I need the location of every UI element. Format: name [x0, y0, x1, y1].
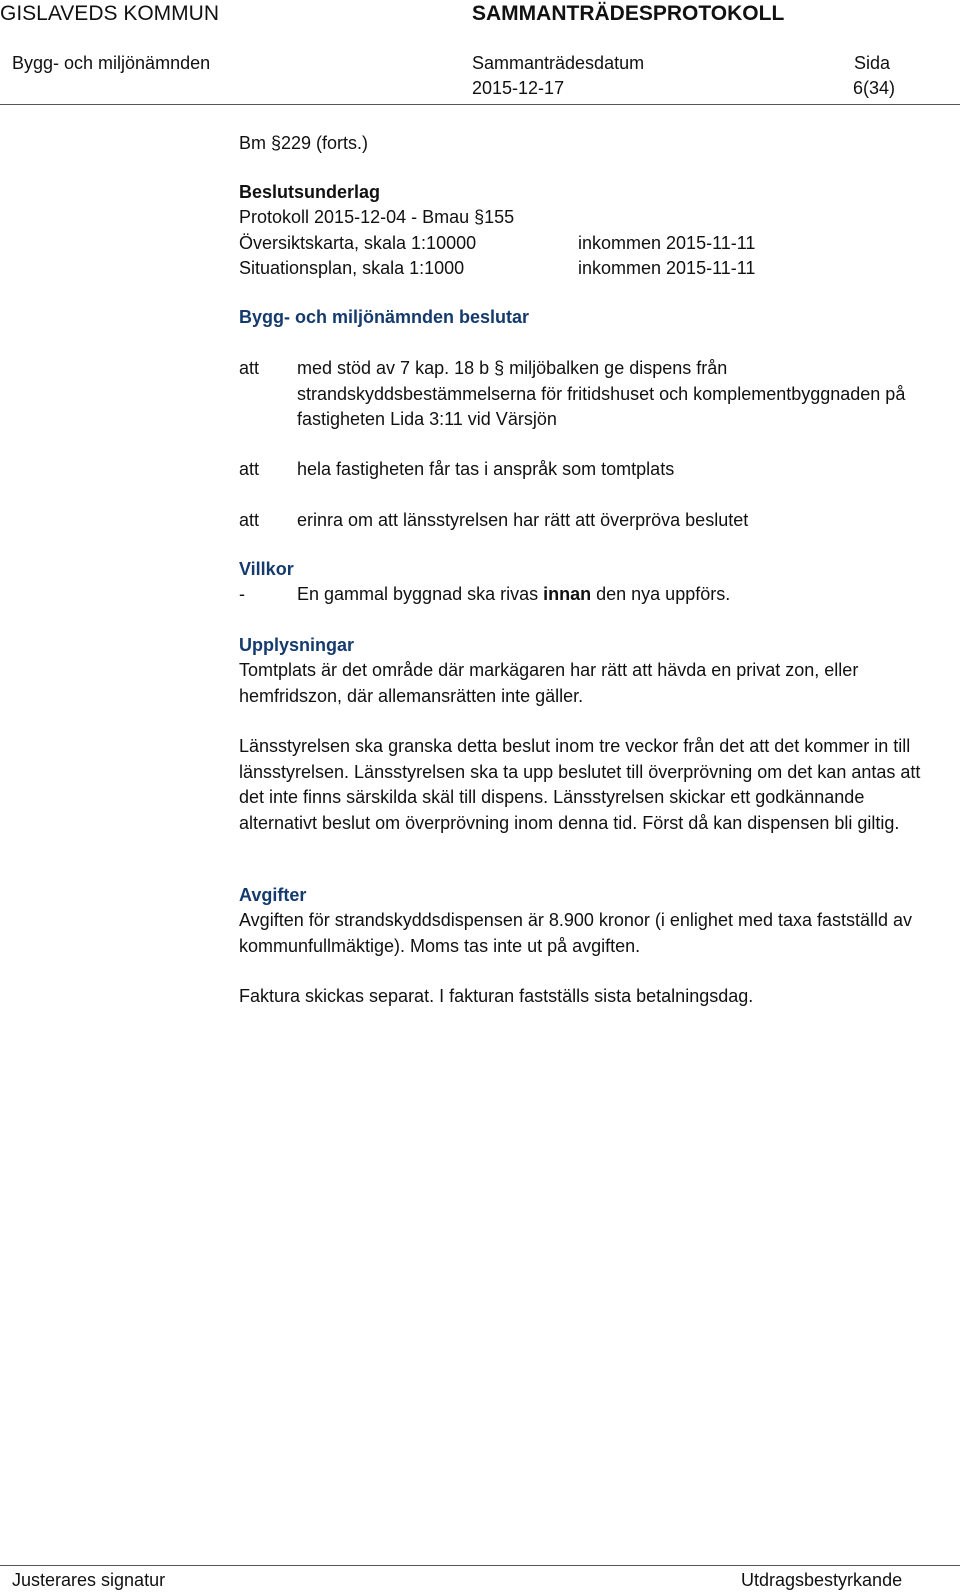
basis-item-name: Protokoll 2015-12-04 - Bmau §155 [239, 207, 515, 227]
meeting-date-value: 2015-12-17 [472, 78, 565, 98]
page-number: 6(34) [853, 78, 896, 98]
decision-item-text: hela fastigheten får tas i anspråk som tomtplats [297, 459, 675, 479]
decision-item-label: att [239, 510, 260, 530]
extract-certification-label: Utdragsbestyrkande [741, 1570, 903, 1590]
upplysningar-paragraph: Länsstyrelsen ska granska detta beslut inom tre veckor från det att det kommer in till länsstyrelsen. Länsstyrelsen ska ta upp beslutet till överprövning om det kan antas att det inte finns särskilda skäl till dispens. Länsstyrelsen skickar ett godkännande alternativt beslut om överprövning inom denna tid. Först då kan dispensen bli giltig. [239, 736, 921, 833]
adjuster-signature-label: Justerares signatur [12, 1570, 166, 1590]
villkor-heading: Villkor [239, 559, 294, 579]
beslutsunderlag-heading: Beslutsunderlag [239, 182, 381, 202]
footer-divider [0, 1565, 960, 1566]
avgifter-heading: Avgifter [239, 885, 307, 905]
upplysningar-paragraph: Tomtplats är det område där markägaren har rätt att hävda en privat zon, eller hemfridszon, där allemansrätten inte gäller. [239, 660, 859, 706]
decision-item-label: att [239, 358, 260, 378]
villkor-text-before: En gammal byggnad ska rivas [297, 584, 544, 604]
decision-item-text: med stöd av 7 kap. 18 b § miljöbalken ge dispens från strandskyddsbestämmelserna för fritidshuset och komplementbyggnaden på fastigheten Lida 3:11 vid Värsjön [297, 358, 906, 429]
section-reference: Bm §229 (forts.) [239, 133, 369, 153]
decision-item-text: erinra om att länsstyrelsen har rätt att överpröva beslutet [297, 510, 749, 530]
meeting-date-label: Sammanträdesdatum [472, 53, 645, 73]
avgifter-paragraph: Faktura skickas separat. I fakturan fastställs sista betalningsdag. [239, 986, 754, 1006]
basis-item-received: inkommen 2015-11-11 [578, 233, 756, 253]
basis-item-name: Översiktskarta, skala 1:10000 [239, 233, 477, 253]
villkor-text-after: den nya uppförs. [591, 584, 731, 604]
basis-item-received: inkommen 2015-11-11 [578, 258, 756, 278]
basis-item-name: Situationsplan, skala 1:1000 [239, 258, 465, 278]
document-type: SAMMANTRÄDESPROTOKOLL [472, 2, 785, 25]
upplysningar-heading: Upplysningar [239, 635, 355, 655]
villkor-bullet: - [239, 584, 245, 604]
page-label: Sida [854, 53, 891, 73]
decision-heading: Bygg- och miljönämnden beslutar [239, 307, 530, 327]
header-divider [0, 104, 960, 105]
decision-item-label: att [239, 459, 260, 479]
avgifter-paragraph: Avgiften för strandskyddsdispensen är 8.900 kronor (i enlighet med taxa fastställd av kommunfullmäktige). Moms tas inte ut på avgiften. [239, 910, 913, 956]
municipality-name: GISLAVEDS KOMMUN [0, 2, 219, 25]
committee-name: Bygg- och miljönämnden [12, 53, 211, 73]
villkor-text-emphasis: innan [543, 584, 592, 604]
villkor-text [297, 582, 730, 608]
